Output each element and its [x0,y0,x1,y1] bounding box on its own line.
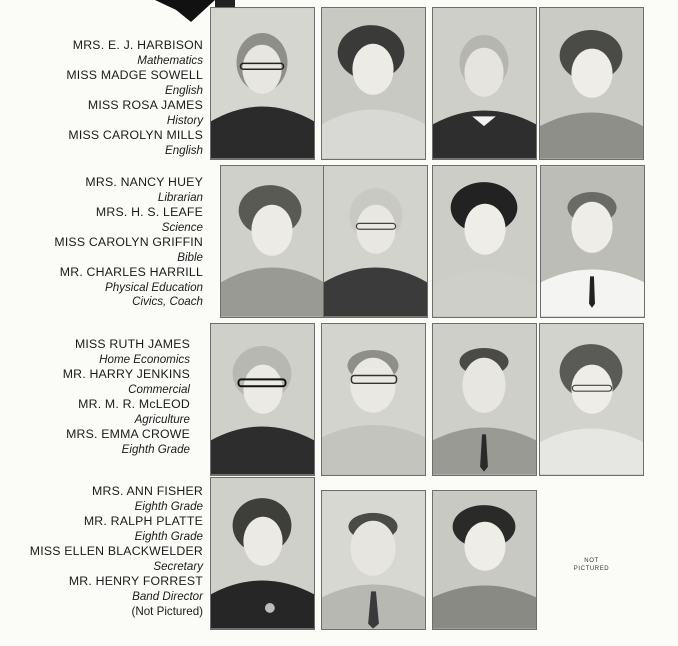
staff-name: MRS. E. J. HARBISON [72,38,203,52]
staff-role: Eighth Grade [134,529,203,543]
placeholder-line-2: PICTURED [573,566,610,572]
portrait-photo [540,165,645,318]
portrait-photo [432,323,537,476]
portrait-photo [210,323,315,476]
staff-name: MRS. ANN FISHER [92,484,203,498]
staff-role: History [166,113,203,127]
decorative-corner-shape [155,0,215,22]
staff-name: MISS ROSA JAMES [87,98,203,112]
staff-name: MISS CAROLYN GRIFFIN [54,235,203,249]
staff-role: Eighth Grade [134,499,203,513]
not-pictured-placeholder [539,490,644,630]
staff-name: MRS. EMMA CROWE [66,427,190,441]
staff-name: MISS CAROLYN MILLS [68,128,203,142]
placeholder-line-1: NOT [584,558,599,564]
staff-role: Secretary [153,559,203,573]
staff-name: MISS RUTH JAMES [74,337,190,351]
staff-name: MR. HARRY JENKINS [62,367,190,381]
staff-role: English [164,83,203,97]
portrait-photo [321,490,426,630]
portrait-photo [210,7,315,160]
staff-role: Science [161,220,203,234]
staff-role: Agriculture [134,412,190,426]
staff-name: MR. M. R. McLEOD [78,397,190,411]
staff-name: MISS MADGE SOWELL [66,68,203,82]
caption-group-row-2 [0,175,203,309]
staff-role: Band Director [132,589,203,603]
caption-group-row-1 [0,38,203,158]
staff-role: Home Economics [99,352,190,366]
staff-role: English [164,143,203,157]
staff-name: MRS. NANCY HUEY [85,175,203,189]
portrait-photo [539,323,644,476]
portrait-photo [432,490,537,630]
portrait-photo [539,7,644,160]
staff-name: MR. RALPH PLATTE [83,514,203,528]
portrait-photo [210,477,315,630]
staff-name: MR. CHARLES HARRILL [59,265,203,279]
not-pictured-label [539,557,644,573]
portrait-photo [321,323,426,476]
staff-role: Commercial [128,382,190,396]
staff-role: Bible [177,250,203,264]
portrait-photo [321,7,426,160]
staff-role: Mathematics [137,53,203,67]
not-pictured-note: (Not Pictured) [131,605,203,618]
staff-name: MRS. H. S. LEAFE [95,205,203,219]
staff-name: MISS ELLEN BLACKWELDER [29,544,203,558]
portrait-photo [220,165,325,318]
caption-group-row-4 [0,484,203,619]
staff-role: Librarian [157,190,203,204]
staff-role: Eighth Grade [121,442,190,456]
staff-role: Physical Education [105,280,203,294]
staff-role: Civics, Coach [132,295,203,308]
portrait-photo [323,165,428,318]
portrait-photo [432,165,537,318]
caption-group-row-3 [0,337,190,457]
staff-name: MR. HENRY FORREST [68,574,203,588]
portrait-photo [432,7,537,160]
